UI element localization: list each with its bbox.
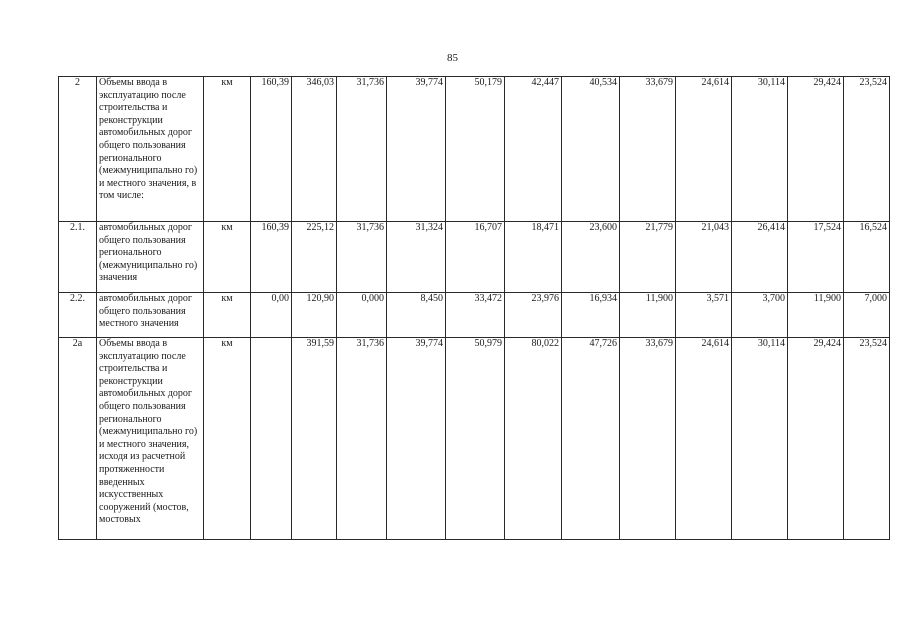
value-cell: 24,614 [676,338,732,540]
value-cell: 26,414 [732,222,788,293]
value-cell: 3,571 [676,293,732,338]
row-unit: км [204,222,251,293]
value-cell: 8,450 [387,293,446,338]
value-cell: 33,679 [620,77,676,222]
row-description: Объемы ввода в эксплуатацию после строительства и реконструкции автомобильных дорог общего пользования регионального (межмуниципально го) и местного значения, в том числе: [97,77,204,222]
value-cell: 16,524 [844,222,890,293]
table-row [59,338,890,540]
value-cell: 24,614 [676,77,732,222]
row-description: Объемы ввода в эксплуатацию после строительства и реконструкции автомобильных дорог общего пользования регионального (межмуниципально го) и местного значения, исходя из расчетной протяженности введенных искусственных сооружений (мостов, мостовых [97,338,204,540]
row-description: автомобильных дорог общего пользования регионального (межмуниципально го) значения [97,222,204,293]
value-cell: 42,447 [505,77,562,222]
row-number: 2.2. [59,293,97,338]
row-number: 2а [59,338,97,540]
row-description: автомобильных дорог общего пользования местного значения [97,293,204,338]
value-cell: 29,424 [788,338,844,540]
row-unit: км [204,77,251,222]
row-unit: км [204,293,251,338]
table-row [59,77,890,222]
value-cell: 31,736 [337,77,387,222]
value-cell: 0,00 [251,293,292,338]
value-cell: 160,39 [251,222,292,293]
value-cell: 50,179 [446,77,505,222]
value-cell: 29,424 [788,77,844,222]
page-number: 85 [447,52,458,64]
value-cell: 16,934 [562,293,620,338]
value-cell: 3,700 [732,293,788,338]
value-cell: 160,39 [251,77,292,222]
value-cell: 30,114 [732,338,788,540]
value-cell: 33,472 [446,293,505,338]
value-cell: 33,679 [620,338,676,540]
value-cell: 31,736 [337,338,387,540]
table-row [59,222,890,293]
value-cell: 0,000 [337,293,387,338]
value-cell: 39,774 [387,77,446,222]
row-unit: км [204,338,251,540]
value-cell: 120,90 [292,293,337,338]
value-cell: 225,12 [292,222,337,293]
value-cell: 21,043 [676,222,732,293]
value-cell: 18,471 [505,222,562,293]
value-cell: 47,726 [562,338,620,540]
table-row [59,293,890,338]
value-cell: 11,900 [620,293,676,338]
value-cell: 17,524 [788,222,844,293]
row-number: 2.1. [59,222,97,293]
value-cell: 80,022 [505,338,562,540]
value-cell: 40,534 [562,77,620,222]
value-cell: 23,976 [505,293,562,338]
value-cell: 31,324 [387,222,446,293]
value-cell: 23,600 [562,222,620,293]
value-cell: 11,900 [788,293,844,338]
value-cell: 30,114 [732,77,788,222]
value-cell: 23,524 [844,77,890,222]
value-cell: 16,707 [446,222,505,293]
value-cell [251,338,292,540]
value-cell: 50,979 [446,338,505,540]
indicators-table [58,76,890,540]
value-cell: 21,779 [620,222,676,293]
value-cell: 391,59 [292,338,337,540]
value-cell: 346,03 [292,77,337,222]
value-cell: 31,736 [337,222,387,293]
value-cell: 23,524 [844,338,890,540]
value-cell: 7,000 [844,293,890,338]
row-number: 2 [59,77,97,222]
value-cell: 39,774 [387,338,446,540]
